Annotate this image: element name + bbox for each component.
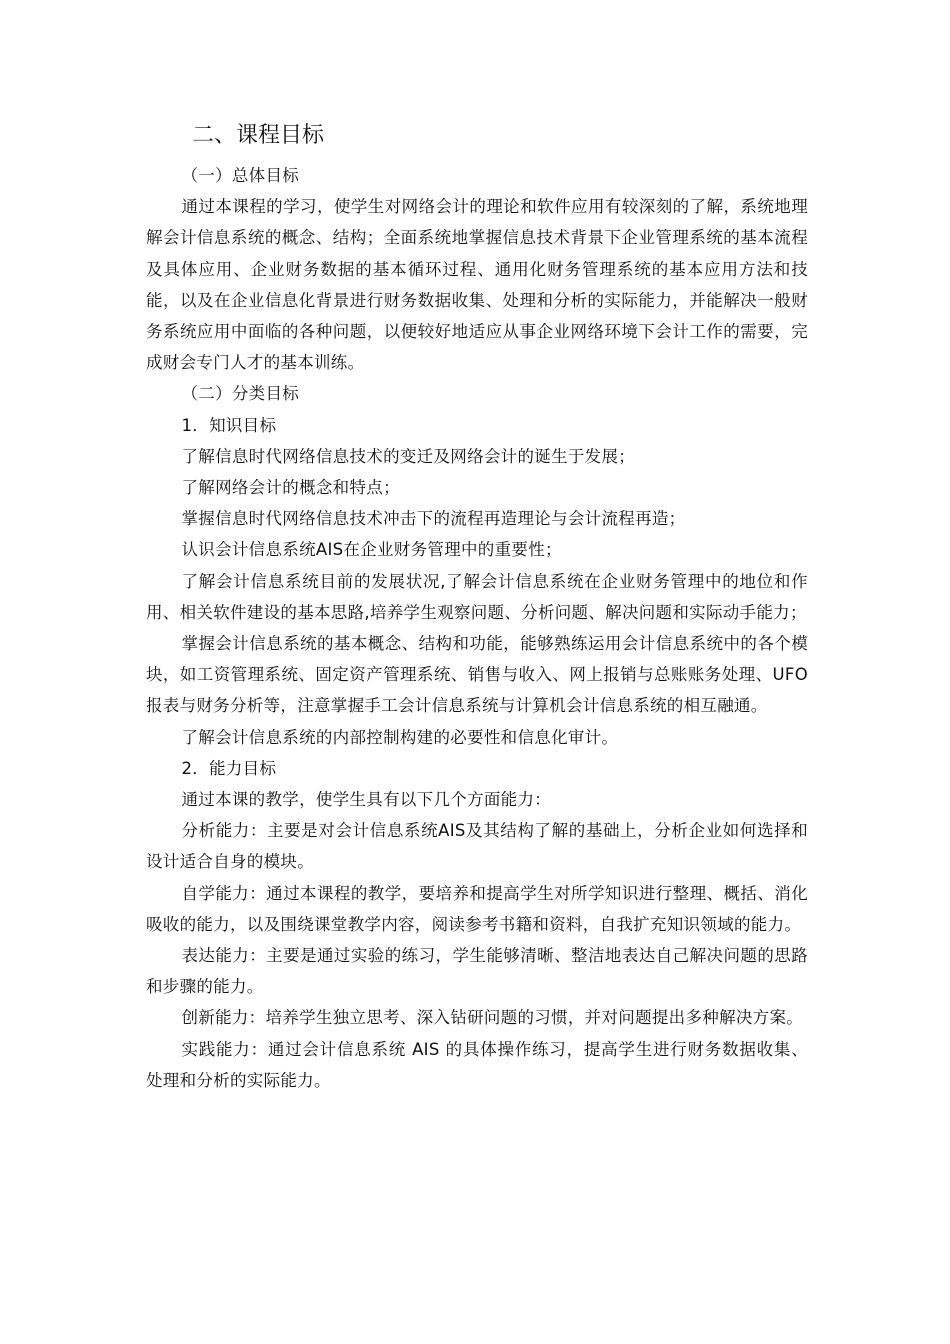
paragraph-ability-self-study: 自学能力：通过本课程的教学，要培养和提高学生对所学知识进行整理、概括、消化吸收的能力，以及围绕课堂教学内容，阅读参考书籍和资料，自我扩充知识领域的能力。 <box>146 883 808 934</box>
paragraph-knowledge-1: 了解信息时代网络信息技术的变迁及网络会计的诞生于发展； <box>181 446 636 466</box>
paragraph-overall-goal: 通过本课程的学习，使学生对网络会计的理论和软件应用有较深刻的了解，系统地理解会计信息系统的概念、结构；全面系统地掌握信息技术背景下企业管理系统的基本流程及具体应用、企业财务数据的基本循环过程、通用化财务管理系统的基本应用方法和技能，以及在企业信息化背景进行财务数据收集、处理和分析的实际能力，并能解决一般财务系统应用中面临的各种问题，以便较好地适应从事企业网络环境下会计工作的需要，完成财会专门人才的基本训练。 <box>146 197 808 373</box>
paragraph-ability-practice: 实践能力：通过会计信息系统 AIS 的具体操作练习，提高学生进行财务数据收集、处理和分析的实际能力。 <box>146 1039 808 1090</box>
paragraph-knowledge-6: 掌握会计信息系统的基本概念、结构和功能，能够熟练运用会计信息系统中的各个模块，如工资管理系统、固定资产管理系统、销售与收入、网上报销与总账账务处理、UFO报表与财务分析等，注意掌握手工会计信息系统与计算机会计信息系统的相互融通。 <box>146 634 808 716</box>
heading-knowledge-goals: 1．知识目标 <box>181 415 277 435</box>
paragraph-knowledge-2: 了解网络会计的概念和特点； <box>181 478 400 498</box>
body-text <box>146 160 808 1096</box>
paragraph-ability-analysis: 分析能力：主要是对会计信息系统AIS及其结构了解的基础上，分析企业如何选择和设计适合自身的模块。 <box>146 821 808 872</box>
heading-ability-goals: 2．能力目标 <box>181 758 277 778</box>
paragraph-knowledge-4: 认识会计信息系统AIS在企业财务管理中的重要性； <box>181 540 562 560</box>
paragraph-ability-expression: 表达能力：主要是通过实验的练习，学生能够清晰、整洁地表达自己解决问题的思路和步骤的能力。 <box>146 946 808 997</box>
section-title: 二、课程目标 <box>192 123 325 148</box>
subsection-heading-overall: （一）总体目标 <box>181 166 300 185</box>
subsection-heading-categories: （二）分类目标 <box>181 384 300 404</box>
paragraph-ability-intro: 通过本课的教学，使学生具有以下几个方面能力： <box>181 790 552 810</box>
paragraph-knowledge-7: 了解会计信息系统的内部控制构建的必要性和信息化审计。 <box>181 727 619 747</box>
paragraph-knowledge-5: 了解会计信息系统目前的发展状况,了解会计信息系统在企业财务管理中的地位和作用、相关软件建设的基本思路,培养学生观察问题、分析问题、解决问题和实际动手能力； <box>146 571 808 622</box>
paragraph-ability-innovation: 创新能力：培养学生独立思考、深入钻研问题的习惯，并对问题提出多种解决方案。 <box>181 1008 804 1028</box>
paragraph-knowledge-3: 掌握信息时代网络信息技术冲击下的流程再造理论与会计流程再造； <box>181 509 686 529</box>
